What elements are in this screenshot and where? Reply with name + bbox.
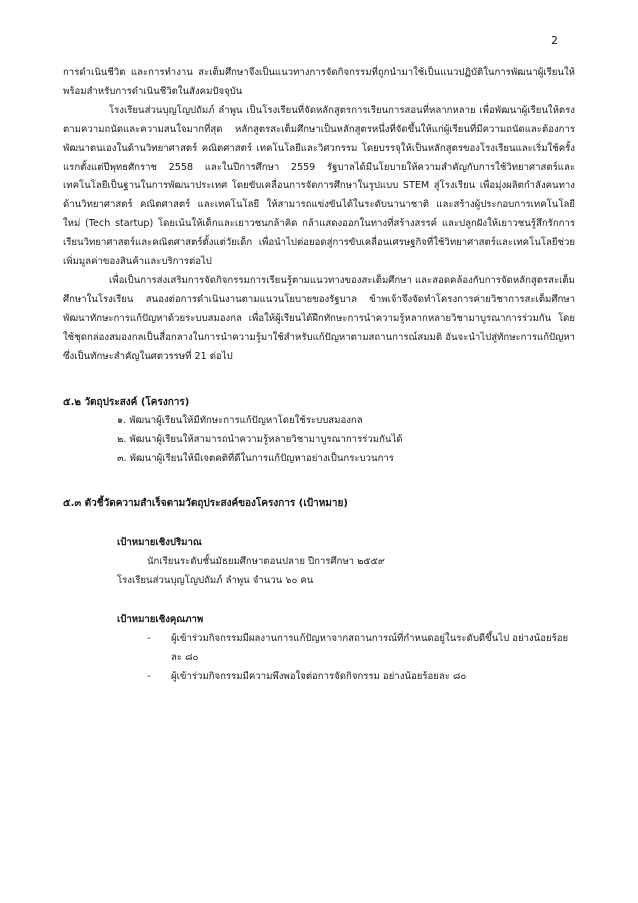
document-body (63, 64, 575, 686)
school-background-paragraph: โรงเรียนส่วนบุญโญปถัมภ์ ลำพูน เป็นโรงเรียนที่จัดหลักสูตรการเรียนการสอนที่หลากหลาย เพื่อพัฒนาผู้เรียนให้ตรงตามความถนัดและความสนใจมากที่สุด หลักสูตรสะเต็มศึกษาเป็นหลักสูตรหนึ่งที่จัดขึ้นให้แก่ผู้เรียนที่มีความถนัดและต้องการพัฒนาตนเองในด้านวิทยาศาสตร์ คณิตศาสตร์ เทคโนโลยีและวิศวกรรม โดยบรรจุให้เป็นหลักสูตรของโรงเรียนและเริ่มใช้ครั้งแรกตั้งแต่ปีพุทธศักราช 2558 และในปีการศึกษา 2559 รัฐบาลได้มีนโยบายให้ความสำคัญกับการใช้วิทยาศาสตร์และเทคโนโลยีเป็นฐานในการพัฒนาประเทศ โดยขับเคลื่อนการจัดการศึกษาในรูปแบบ STEM สู่โรงเรียน เพื่อมุ่งผลิตกำลังคนทางด้านวิทยาศาสตร์ คณิตศาสตร์ และเทคโนโลยี ให้สามารถแข่งขันได้ในระดับนานาชาติ และสร้างผู้ประกอบการเทคโนโลยีใหม่ (Tech startup) โดยเน้นให้เด็กและเยาวชนกล้าคิด กล้าแสดงออกในทางที่สร้างสรรค์ และปลูกฝังให้เยาวชนรู้สึกรักการเรียนวิทยาศาสตร์และคณิตศาสตร์ตั้งแต่วัยเด็ก เพื่อนำไปต่อยอดสู่การขับเคลื่อนเศรษฐกิจที่ใช้วิทยาศาสตร์และเทคโนโลยีช่วยเพิ่มมูลค่าของสินค้าและบริการต่อไป (63, 104, 575, 268)
objectives-heading: ๕.๒ วัตถุประสงค์ (โครงการ) (63, 396, 190, 408)
qualitative-target-text: ผู้เข้าร่วมกิจกรรมมีความพึงพอใจต่อการจัดกิจกรรม อย่างน้อยร้อยละ ๘๐ (171, 670, 467, 682)
intro-paragraph-continued: การดำเนินชีวิต และการทำงาน สะเต็มศึกษาจึงเป็นแนวทางการจัดกิจกรรมที่ถูกนำมาใช้เป็นแนวปฏิบัติในการพัฒนาผู้เรียนให้พร้อมสำหรับการดำเนินชีวิตในสังคมปัจจุบัน (63, 67, 575, 97)
objective-item: ๑. พัฒนาผู้เรียนให้มีทักษะการแก้ปัญหาโดยใช้ระบบสมองกล (117, 415, 363, 427)
dash-bullet: - (147, 670, 151, 682)
indicators-heading: ๕.๓ ตัวชี้วัดความสำเร็จตามวัตถุประสงค์ของโครงการ (เป้าหมาย) (63, 498, 348, 510)
objective-item: ๓. พัฒนาผู้เรียนให้มีเจตคติที่ดีในการแก้ปัญหาอย่างเป็นกระบวนการ (117, 452, 394, 464)
quantitative-target-line: นักเรียนระดับชั้นมัธยมศึกษาตอนปลาย ปีการศึกษา ๒๕๕๙ (147, 556, 385, 567)
qualitative-target-text: ผู้เข้าร่วมกิจกรรมมีผลงานการแก้ปัญหาจากสถานการณ์ที่กำหนดอยู่ในระดับดีขึ้นไป อย่างน้อยร้อยละ ๘๐ (171, 632, 569, 663)
spacer (63, 367, 575, 394)
objectives-list (63, 412, 575, 468)
page-number: 2 (551, 34, 558, 47)
qualitative-target-item (63, 668, 575, 687)
project-rationale-paragraph: เพื่อเป็นการส่งเสริมการจัดกิจกรรมการเรียนรู้ตามแนวทางของสะเต็มศึกษา และสอดคล้องกับการจัดหลักสูตรสะเต็มศึกษาในโรงเรียน สนองต่อการดำเนินงานตามแนวนโยบายของรัฐบาล ข้าพเจ้าจึงจัดทำโครงการค่ายวิชาการสะเต็มศึกษาพัฒนาทักษะการแก้ปัญหาด้วยระบบสมองกล เพื่อให้ผู้เรียนได้ฝึกทักษะการนำความรู้หลากหลายวิชามาบูรณาการร่วมกัน โดยใช้ชุดกล่องสมองกลเป็นสื่อกลางในการนำความรู้มาใช้สำหรับแก้ปัญหาตามสถานการณ์สมมติ อันจะนำไปสู่ทักษะการแก้ปัญหาซึ่งเป็นทักษะสำคัญในศตวรรษที่ 21 ต่อไป (63, 274, 575, 362)
spacer (63, 591, 575, 611)
qualitative-target-title: เป้าหมายเชิงคุณภาพ (117, 613, 204, 625)
dash-bullet: - (147, 632, 151, 644)
quantitative-target-title: เป้าหมายเชิงปริมาณ (117, 537, 202, 549)
spacer (63, 468, 575, 495)
qualitative-target-item (63, 630, 575, 668)
quantitative-target-line: โรงเรียนส่วนบุญโญปถัมภ์ ลำพูน จำนวน ๖๐ คน (117, 574, 314, 586)
spacer (63, 514, 575, 534)
objective-item: ๒. พัฒนาผู้เรียนให้สามารถนำความรู้หลายวิชามาบูรณาการร่วมกันได้ (117, 434, 403, 445)
